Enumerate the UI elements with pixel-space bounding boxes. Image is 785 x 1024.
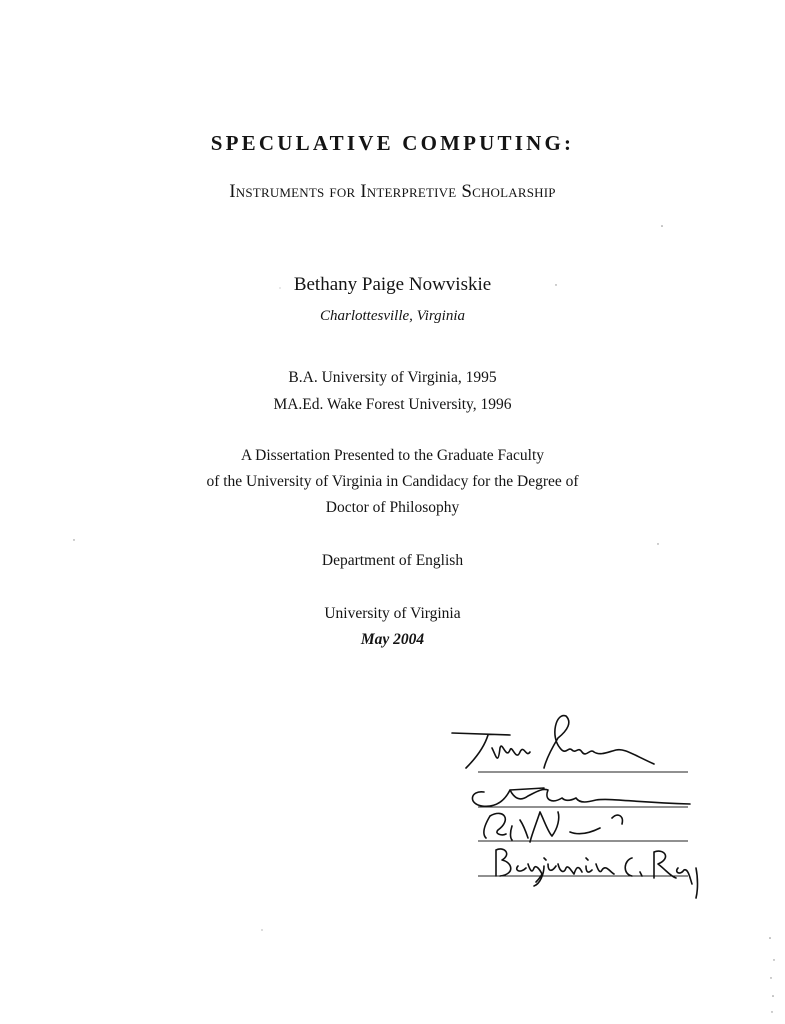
dissertation-statement-line: A Dissertation Presented to the Graduate Faculty xyxy=(240,447,545,464)
dissertation-subtitle: Instruments for Interpretive Scholarship xyxy=(229,181,556,202)
signature-4 xyxy=(496,849,698,898)
author-location: Charlottesville, Virginia xyxy=(320,308,465,324)
department: Department of English xyxy=(321,552,464,569)
author-name: Bethany Paige Nowviskie xyxy=(293,274,492,295)
dissertation-title: SPECULATIVE COMPUTING: xyxy=(210,131,575,155)
university: University of Virginia xyxy=(324,605,461,622)
dissertation-statement-line: of the University of Virginia in Candidacy for the Degree of xyxy=(206,473,579,490)
signature-2 xyxy=(472,788,690,806)
signature-block xyxy=(440,708,710,908)
signature-3 xyxy=(484,812,622,842)
submission-date: May 2004 xyxy=(360,631,425,648)
degree-name: Doctor of Philosophy xyxy=(325,499,460,516)
signature-1 xyxy=(452,716,654,768)
degree-line: B.A. University of Virginia, 1995 xyxy=(288,369,497,386)
degree-line: MA.Ed. Wake Forest University, 1996 xyxy=(273,396,512,413)
